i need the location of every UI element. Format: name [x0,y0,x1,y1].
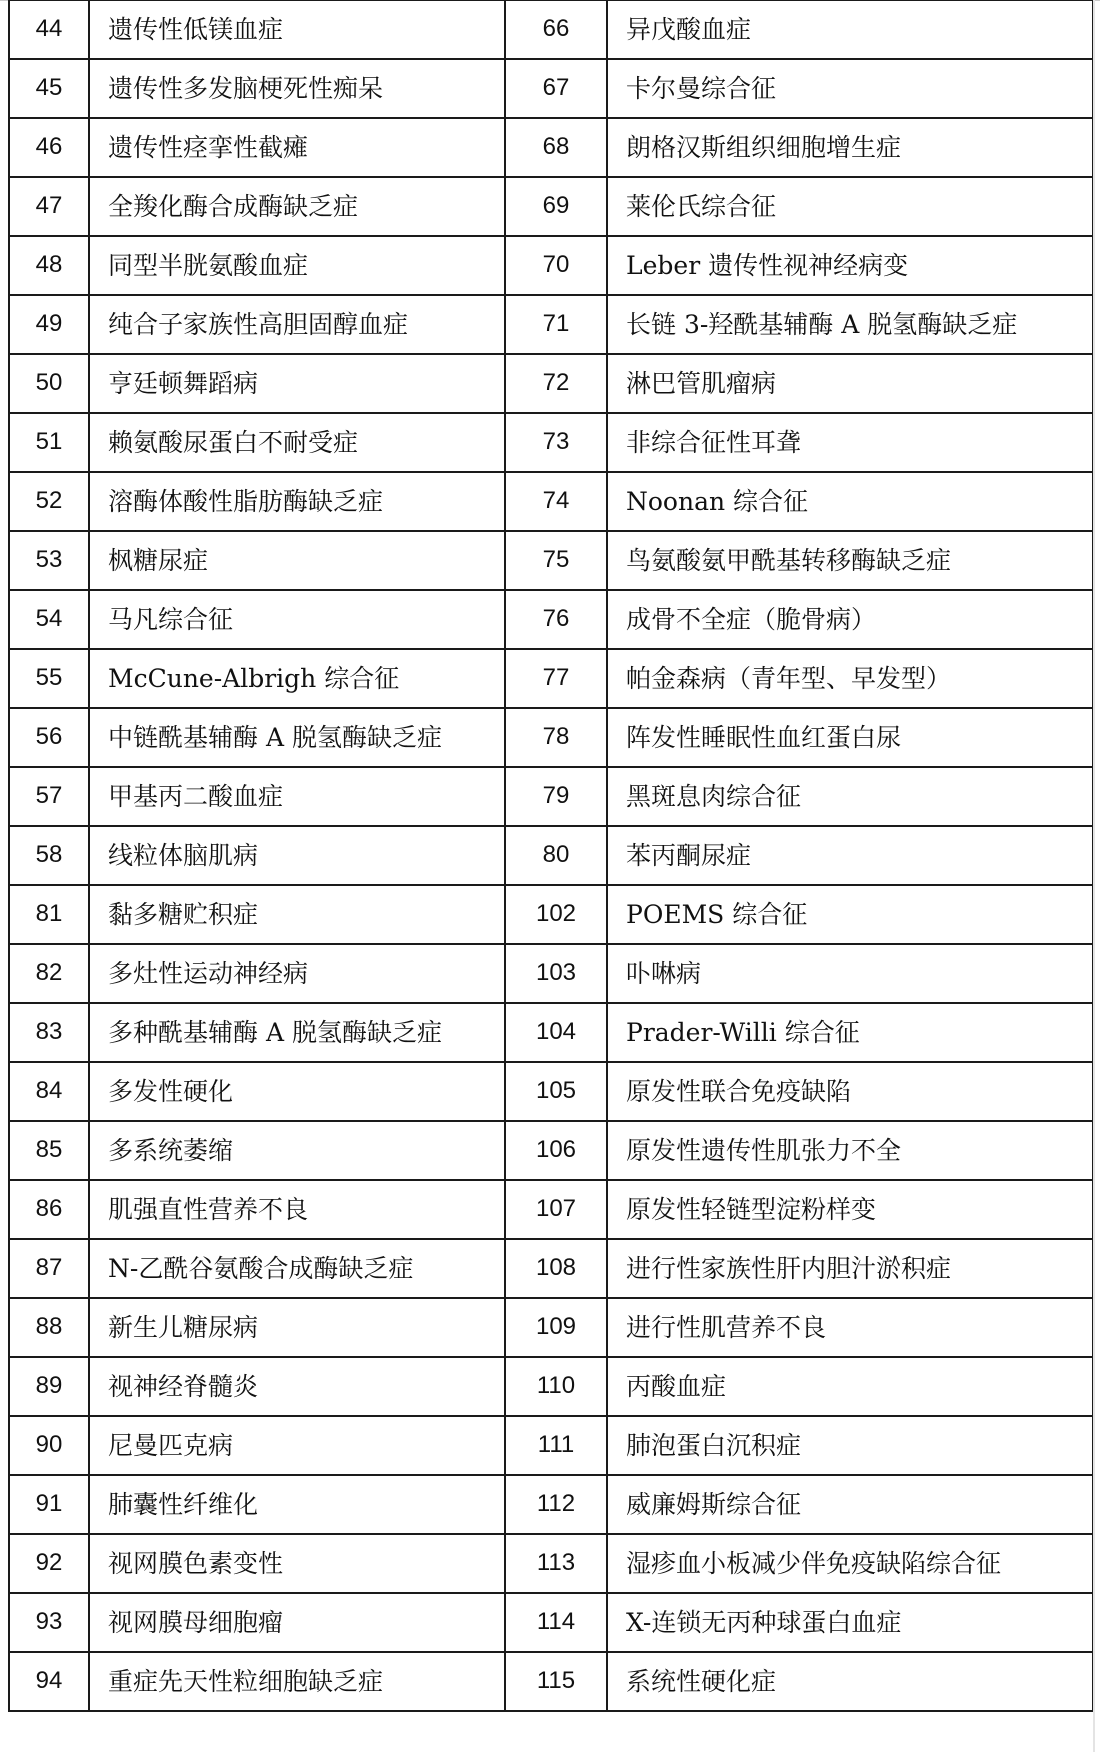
right-disease-name-cell: 威廉姆斯综合征 [607,1475,1093,1534]
right-disease-name-cell: 鸟氨酸氨甲酰基转移酶缺乏症 [607,531,1093,590]
left-number-cell: 87 [9,1239,89,1298]
right-disease-name-cell: 长链 3-羟酰基辅酶 A 脱氢酶缺乏症 [607,295,1093,354]
left-disease-name-cell: 肺囊性纤维化 [89,1475,505,1534]
right-disease-name-cell: 原发性轻链型淀粉样变 [607,1180,1093,1239]
left-disease-name-cell: 多系统萎缩 [89,1121,505,1180]
page-right-edge [1093,0,1095,1752]
right-disease-name-cell: 原发性联合免疫缺陷 [607,1062,1093,1121]
right-disease-name-cell: 朗格汉斯组织细胞增生症 [607,118,1093,177]
left-disease-name-cell: 肌强直性营养不良 [89,1180,505,1239]
left-number-cell: 92 [9,1534,89,1593]
right-number-cell: 102 [505,885,607,944]
left-number-cell: 47 [9,177,89,236]
right-disease-name-cell: POEMS 综合征 [607,885,1093,944]
left-number-cell: 57 [9,767,89,826]
right-number-cell: 74 [505,472,607,531]
right-number-cell: 79 [505,767,607,826]
right-number-cell: 70 [505,236,607,295]
left-number-cell: 52 [9,472,89,531]
table-row [9,354,1093,413]
table-row [9,295,1093,354]
left-disease-name-cell: 线粒体脑肌病 [89,826,505,885]
right-number-cell: 67 [505,59,607,118]
right-disease-name-cell: Noonan 综合征 [607,472,1093,531]
left-number-cell: 51 [9,413,89,472]
table-row [9,885,1093,944]
right-disease-name-cell: 苯丙酮尿症 [607,826,1093,885]
table-body [9,1,1093,1711]
left-disease-name-cell: 新生儿糖尿病 [89,1298,505,1357]
right-disease-name-cell: 湿疹血小板减少伴免疫缺陷综合征 [607,1534,1093,1593]
left-number-cell: 81 [9,885,89,944]
left-number-cell: 58 [9,826,89,885]
right-disease-name-cell: 系统性硬化症 [607,1652,1093,1711]
table-row [9,1180,1093,1239]
right-number-cell: 103 [505,944,607,1003]
right-number-cell: 73 [505,413,607,472]
table-row [9,531,1093,590]
right-number-cell: 105 [505,1062,607,1121]
right-number-cell: 78 [505,708,607,767]
right-number-cell: 108 [505,1239,607,1298]
right-disease-name-cell: 进行性肌营养不良 [607,1298,1093,1357]
right-disease-name-cell: 帕金森病（青年型、早发型） [607,649,1093,708]
right-disease-name-cell: 丙酸血症 [607,1357,1093,1416]
left-number-cell: 84 [9,1062,89,1121]
table-row [9,413,1093,472]
left-disease-name-cell: 多灶性运动神经病 [89,944,505,1003]
left-disease-name-cell: 重症先天性粒细胞缺乏症 [89,1652,505,1711]
right-disease-name-cell: 卟啉病 [607,944,1093,1003]
right-number-cell: 76 [505,590,607,649]
left-disease-name-cell: 尼曼匹克病 [89,1416,505,1475]
right-disease-name-cell: 异戊酸血症 [607,1,1093,59]
right-number-cell: 115 [505,1652,607,1711]
right-disease-name-cell: 原发性遗传性肌张力不全 [607,1121,1093,1180]
table-row [9,1239,1093,1298]
left-number-cell: 48 [9,236,89,295]
left-disease-name-cell: 黏多糖贮积症 [89,885,505,944]
left-number-cell: 90 [9,1416,89,1475]
right-number-cell: 109 [505,1298,607,1357]
left-disease-name-cell: 视神经脊髓炎 [89,1357,505,1416]
right-number-cell: 114 [505,1593,607,1652]
right-disease-name-cell: 进行性家族性肝内胆汁淤积症 [607,1239,1093,1298]
right-disease-name-cell: 成骨不全症（脆骨病） [607,590,1093,649]
table-row [9,1,1093,59]
right-disease-name-cell: X-连锁无丙种球蛋白血症 [607,1593,1093,1652]
right-disease-name-cell: 肺泡蛋白沉积症 [607,1416,1093,1475]
right-number-cell: 75 [505,531,607,590]
right-number-cell: 110 [505,1357,607,1416]
table-row [9,472,1093,531]
left-disease-name-cell: 多发性硬化 [89,1062,505,1121]
left-number-cell: 91 [9,1475,89,1534]
table-row [9,944,1093,1003]
table-row [9,1298,1093,1357]
left-disease-name-cell: 溶酶体酸性脂肪酶缺乏症 [89,472,505,531]
right-number-cell: 111 [505,1416,607,1475]
right-number-cell: 107 [505,1180,607,1239]
left-number-cell: 55 [9,649,89,708]
table-row [9,236,1093,295]
table-row [9,118,1093,177]
left-disease-name-cell: 纯合子家族性高胆固醇血症 [89,295,505,354]
left-number-cell: 82 [9,944,89,1003]
left-number-cell: 85 [9,1121,89,1180]
right-disease-name-cell: 阵发性睡眠性血红蛋白尿 [607,708,1093,767]
left-disease-name-cell: 视网膜色素变性 [89,1534,505,1593]
left-disease-name-cell: 同型半胱氨酸血症 [89,236,505,295]
left-disease-name-cell: 遗传性低镁血症 [89,1,505,59]
left-number-cell: 83 [9,1003,89,1062]
right-number-cell: 106 [505,1121,607,1180]
table-row [9,590,1093,649]
right-disease-name-cell: 莱伦氏综合征 [607,177,1093,236]
right-number-cell: 66 [505,1,607,59]
left-disease-name-cell: 亨廷顿舞蹈病 [89,354,505,413]
left-disease-name-cell: McCune-Albrigh 综合征 [89,649,505,708]
table-row [9,767,1093,826]
right-disease-name-cell: 非综合征性耳聋 [607,413,1093,472]
left-number-cell: 89 [9,1357,89,1416]
left-disease-name-cell: 枫糖尿症 [89,531,505,590]
left-disease-name-cell: 遗传性多发脑梗死性痴呆 [89,59,505,118]
table-row [9,59,1093,118]
left-disease-name-cell: 甲基丙二酸血症 [89,767,505,826]
table-row [9,826,1093,885]
rare-disease-table [8,0,1094,1712]
left-number-cell: 44 [9,1,89,59]
left-number-cell: 86 [9,1180,89,1239]
left-number-cell: 54 [9,590,89,649]
right-disease-name-cell: 卡尔曼综合征 [607,59,1093,118]
left-number-cell: 94 [9,1652,89,1711]
left-disease-name-cell: 多种酰基辅酶 A 脱氢酶缺乏症 [89,1003,505,1062]
table-row [9,1121,1093,1180]
left-number-cell: 46 [9,118,89,177]
right-disease-name-cell: Prader-Willi 综合征 [607,1003,1093,1062]
left-disease-name-cell: 中链酰基辅酶 A 脱氢酶缺乏症 [89,708,505,767]
table-row [9,1534,1093,1593]
right-disease-name-cell: 淋巴管肌瘤病 [607,354,1093,413]
left-number-cell: 56 [9,708,89,767]
left-disease-name-cell: 马凡综合征 [89,590,505,649]
left-number-cell: 88 [9,1298,89,1357]
left-disease-name-cell: N-乙酰谷氨酸合成酶缺乏症 [89,1239,505,1298]
left-number-cell: 93 [9,1593,89,1652]
right-number-cell: 71 [505,295,607,354]
right-number-cell: 69 [505,177,607,236]
left-number-cell: 50 [9,354,89,413]
table-row [9,1475,1093,1534]
right-number-cell: 112 [505,1475,607,1534]
table-row [9,1357,1093,1416]
table-row [9,1593,1093,1652]
left-number-cell: 45 [9,59,89,118]
table-row [9,649,1093,708]
table-row [9,177,1093,236]
table-row [9,1652,1093,1711]
left-disease-name-cell: 赖氨酸尿蛋白不耐受症 [89,413,505,472]
table-row [9,1062,1093,1121]
right-number-cell: 80 [505,826,607,885]
table-row [9,1416,1093,1475]
left-number-cell: 53 [9,531,89,590]
right-number-cell: 104 [505,1003,607,1062]
right-number-cell: 77 [505,649,607,708]
table-row [9,708,1093,767]
right-number-cell: 72 [505,354,607,413]
right-number-cell: 68 [505,118,607,177]
left-disease-name-cell: 视网膜母细胞瘤 [89,1593,505,1652]
right-disease-name-cell: 黑斑息肉综合征 [607,767,1093,826]
left-disease-name-cell: 全羧化酶合成酶缺乏症 [89,177,505,236]
right-disease-name-cell: Leber 遗传性视神经病变 [607,236,1093,295]
left-disease-name-cell: 遗传性痉挛性截瘫 [89,118,505,177]
right-number-cell: 113 [505,1534,607,1593]
left-number-cell: 49 [9,295,89,354]
table-row [9,1003,1093,1062]
